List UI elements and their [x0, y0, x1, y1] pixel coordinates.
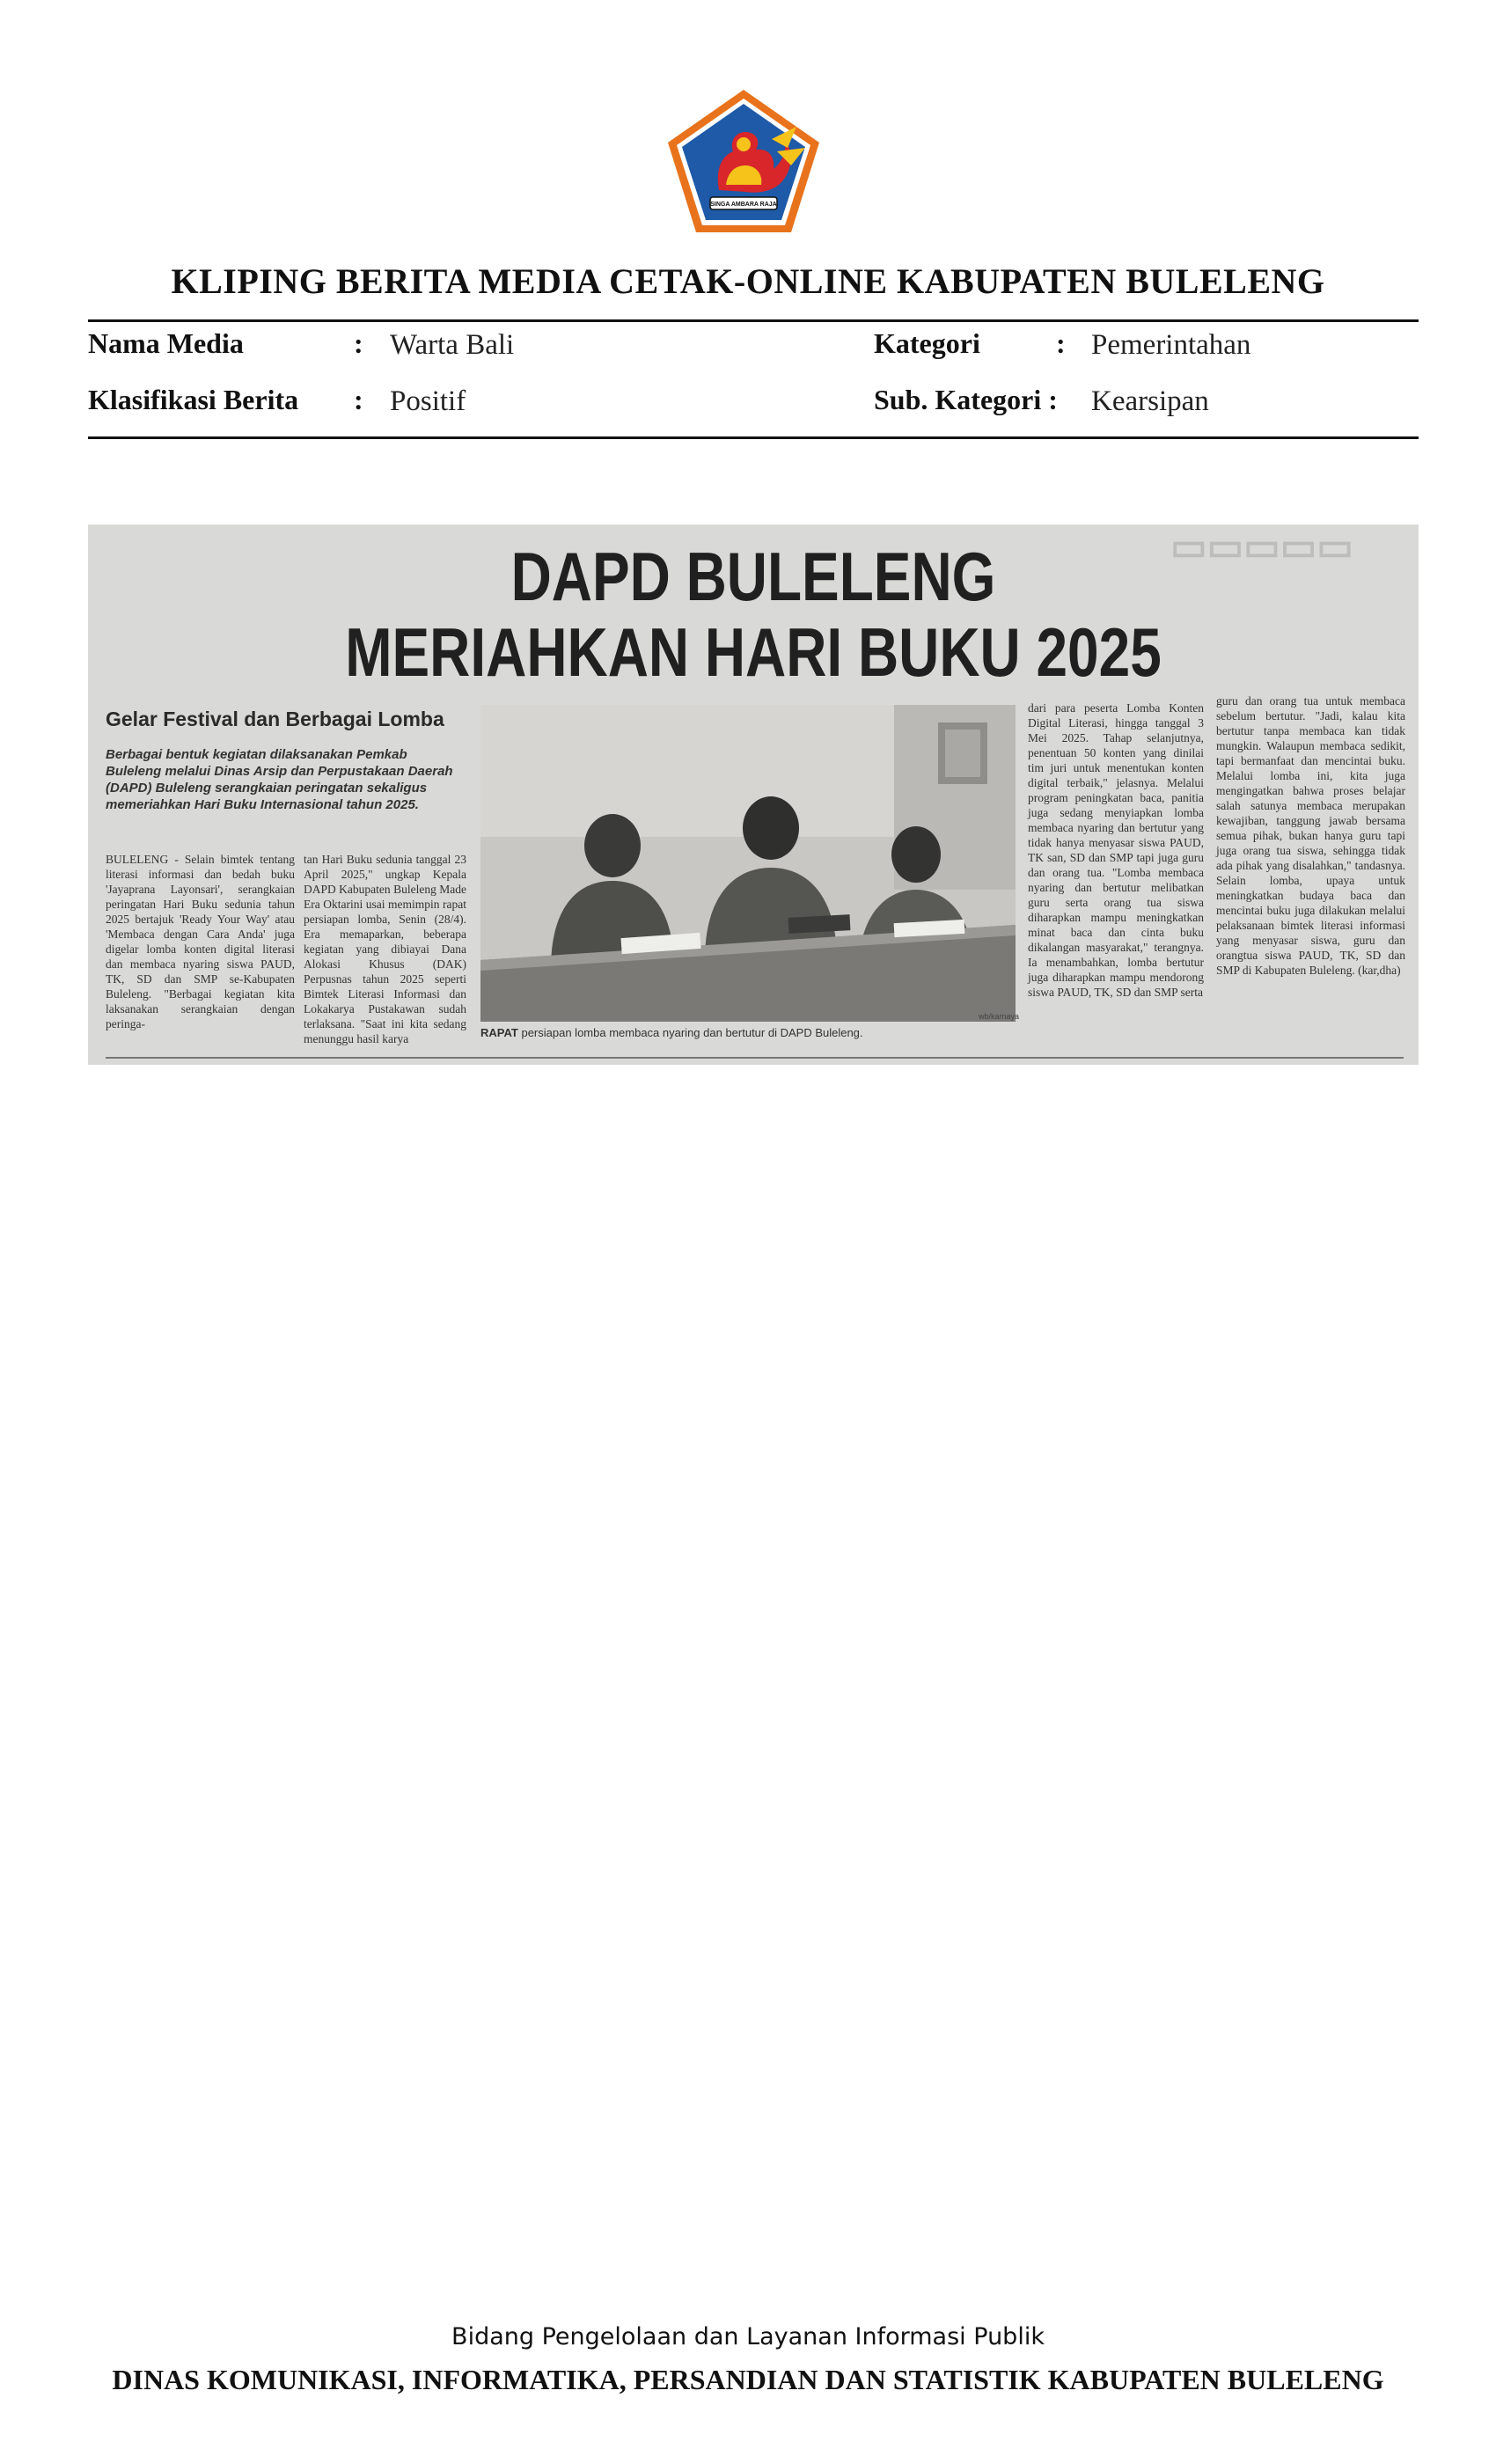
article-column-1: BULELENG - Selain bimtek tentang literasi informasi dan bedah buku 'Jayaprana Layonsari', serangkaian peringatan Hari Buku sedunia tahun 2025 bertajuk 'Ready Your Way' atau 'Membaca dengan Cara Anda' juga digelar lomba konten digital literasi dan membaca nyaring siswa PAUD, TK, SD dan SMP se-Kabupaten Buleleng. "Berbagai kegiatan kita laksanakan serangkaian dengan peringa- — [106, 853, 295, 1030]
klasifikasi-label: Klasifikasi Berita — [88, 384, 299, 415]
article-column-2: tan Hari Buku sedunia tanggal 23 April 2025," ungkap Kepala DAPD Kabupaten Buleleng Made Era Oktarini usai memimpin rapat persiapan lomba, Senin (28/4). Era memaparkan, beberapa kegiatan yang dibiayai Dana Alokasi Khusus (DAK) Perpusnas tahun 2025 seperti Bimtek Literasi Informasi dan Lokakarya Pustakawan sudah terlaksana. "Saat ini kita sedang menunggu hasil karya — [304, 853, 466, 1045]
klasifikasi-value: Positif — [390, 385, 466, 417]
footer-agency: DINAS KOMUNIKASI, INFORMATIKA, PERSANDIAN DAN STATISTIK KABUPATEN BULELENG — [112, 2364, 1384, 2395]
kategori-separator: : — [1056, 327, 1066, 359]
caption-text: persiapan lomba membaca nyaring dan bertutur di DAPD Buleleng. — [517, 1026, 863, 1039]
caption-bold: RAPAT — [480, 1026, 518, 1039]
kategori-value: Pemerintahan — [1091, 329, 1251, 361]
headline-line-2: MERIAHKAN HARI BUKU 2025 — [345, 613, 1162, 691]
clipping-bottom-rule — [106, 1057, 1404, 1059]
article-column-3: dari para peserta Lomba Konten Digital Literasi, hingga tanggal 3 Mei 2025. Tahap selanjutnya, penentuan 50 konten yang dinilai tim juri untuk menentukan konten digital terbaik," jelasnya. Melalui program peningkatan baca, panitia juga sedang menyiapkan lomba membaca nyaring dan bertutur yang tidak hanya menyasar siswa PAUD, TK san, SD dan SMP tapi juga guru dan orang tua. "Lomba membaca nyaring dan bertutur melibatkan guru serta orang tua siswa diharapkan mampu meningkatkan minat baca dan cinta buku dikalangan masyarakat," terangnya. Ia menambahkan, lomba bertutur juga diharapkan mampu mendorong siswa PAUD, TK, SD dan SMP serta — [1028, 701, 1204, 999]
klasifikasi-separator: : — [354, 384, 363, 415]
svg-text:SINGA AMBARA RAJA: SINGA AMBARA RAJA — [710, 202, 777, 208]
footer-division: Bidang Pengelolaan dan Layanan Informasi Publik — [451, 2323, 1045, 2350]
article-subhead: Gelar Festival dan Berbagai Lomba — [106, 708, 444, 730]
meeting-photo — [480, 705, 1016, 1022]
kabupaten-buleleng-logo — [664, 86, 823, 236]
media-label: Nama Media — [88, 327, 244, 359]
page-title: KLIPING BERITA MEDIA CETAK-ONLINE KABUPATEN BULELENG — [171, 261, 1325, 301]
media-value: Warta Bali — [390, 329, 515, 361]
header-divider-bottom — [88, 436, 1419, 439]
headline-line-1: DAPD BULELENG — [510, 538, 996, 615]
article-column-4: guru dan orang tua untuk membaca sebelum bertutur. "Jadi, kalau kita bertutur tanpa membaca kan tidak mungkin. Walaupun membaca sedikit, tapi bermanfaat dan mencintai buku. Melalui lomba ini, kita juga mengingatkan bahwa proses belajar salah satunya membaca merupakan kewajiban, tanggung jawab bersama semua pihak, bukan hanya guru tapi juga orang tua siswa, sehingga tidak ada pihak yang disalahkan," tandasnya. Selain lomba, upaya untuk meningkatkan budaya baca dan mencintai buku juga dilakukan melalui pelaksanaan bimtek literasi informasi yang menyasar siswa, guru dan orangtua siswa PAUD, TK, SD dan SMP di Kabupaten Buleleng. (kar,dha) — [1216, 694, 1405, 977]
media-separator: : — [354, 327, 363, 359]
kategori-label: Kategori — [874, 327, 980, 359]
photo-caption — [480, 1026, 1016, 1039]
newspaper-clipping — [88, 524, 1419, 1065]
article-lead: Berbagai bentuk kegiatan dilaksanakan Pemkab Buleleng melalui Dinas Arsip dan Perpustakaan Daerah (DAPD) Buleleng serangkaian peringatan sekaligus memeriahkan Hari Buku Internasional tahun 2025. — [106, 747, 453, 812]
bleed-through-text: ▭▭▭▭▭ — [1170, 531, 1353, 574]
subkategori-value: Kearsipan — [1091, 385, 1209, 417]
subkategori-label: Sub. Kategori : — [874, 384, 1058, 415]
header-divider-top — [88, 319, 1419, 322]
photo-credit: wb/karnaya — [979, 1012, 1020, 1021]
